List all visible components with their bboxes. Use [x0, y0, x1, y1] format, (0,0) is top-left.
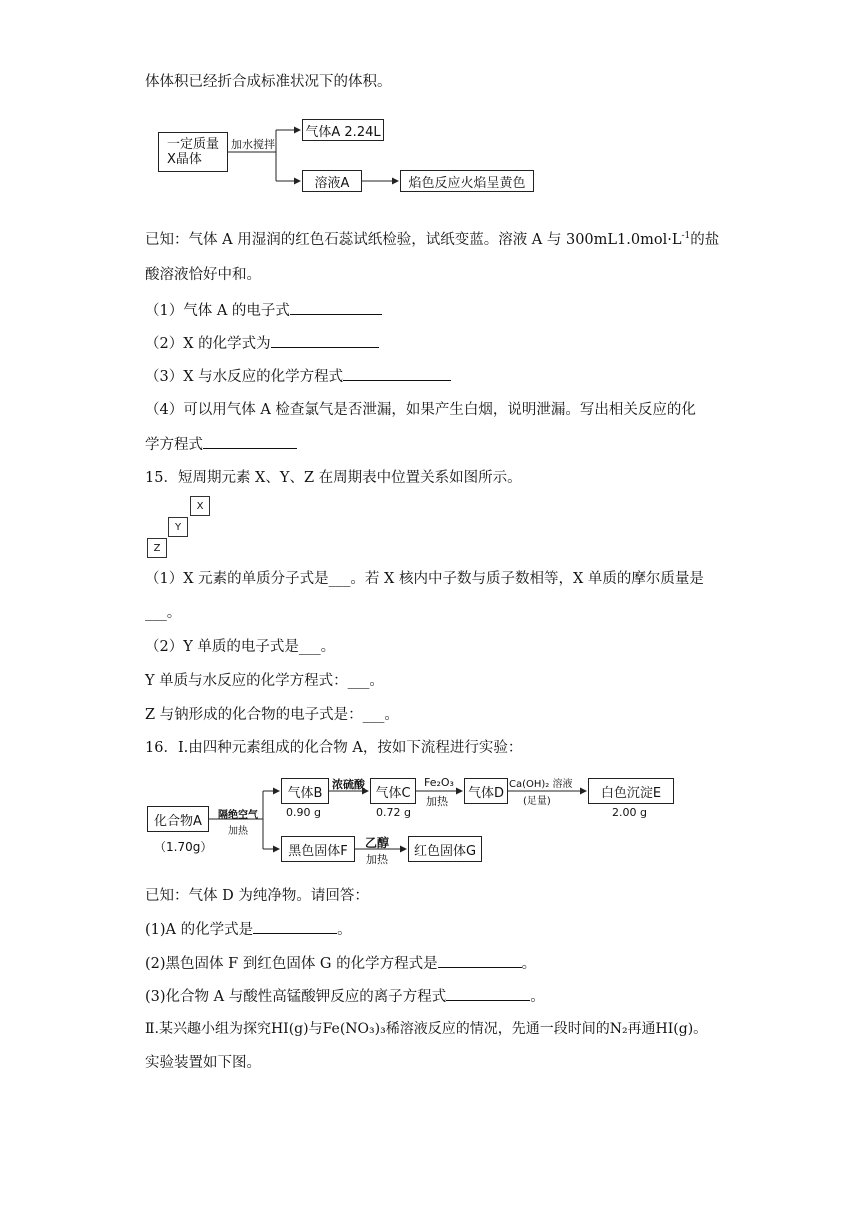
gas-d-box: 气体D: [464, 778, 508, 804]
cell-y: Y: [168, 517, 188, 537]
question-3: （3）X 与水反应的化学方程式: [145, 366, 451, 387]
problem-16-q3: (3)化合物 A 与酸性高锰酸钾反应的离子方程式 。: [145, 986, 545, 1007]
ethanol-label: 乙醇: [365, 836, 390, 850]
problem-15-q3: Y 单质与水反应的化学方程式：___。: [145, 673, 384, 689]
problem-16: 16．Ⅰ.由四种元素组成的化合物 A，按如下流程进行实验：: [145, 740, 523, 756]
answer-blank[interactable]: [446, 986, 530, 1001]
question-4-cont: 学方程式: [145, 434, 297, 455]
conc-sulfuric-acid-label: 浓硫酸: [332, 778, 365, 791]
black-solid-f-box: 黑色固体F: [281, 836, 355, 862]
x-crystal-box: 一定质量 X晶体: [158, 132, 228, 172]
cell-z: Z: [147, 538, 167, 558]
cell-x: X: [190, 496, 210, 516]
problem-15-q4: Z 与钠形成的化合物的电子式是：___。: [145, 707, 399, 723]
compound-a-mass: （1.70g）: [154, 840, 213, 854]
heat-label: 加热: [426, 795, 448, 808]
limewater-label: Ca(OH)₂ 溶液: [509, 779, 573, 790]
problem-15-q2: （2）Y 单质的电子式是___。: [145, 639, 336, 655]
answer-blank[interactable]: [438, 953, 522, 968]
compound-a-box: 化合物A: [147, 806, 209, 832]
problem-15: 15．短周期元素 X、Y、Z 在周期表中位置关系如图所示。: [145, 470, 522, 486]
text-line: 酸溶液恰好中和。: [145, 267, 261, 283]
problem-16-known: 已知：气体 D 为纯净物。请回答：: [145, 888, 369, 904]
heat-label: 加热: [366, 853, 388, 866]
excess-label: (足量): [523, 796, 551, 807]
precipitate-e-mass: 2.00 g: [612, 806, 647, 819]
isolate-air-label: 隔绝空气: [218, 810, 258, 821]
red-solid-g-box: 红色固体G: [408, 836, 482, 862]
add-water-label: 加水搅拌: [231, 138, 275, 151]
heat-label: 加热: [228, 826, 248, 837]
problem-16-q1: (1)A 的化学式是 。: [145, 919, 352, 940]
question-2: （2）X 的化学式为: [145, 333, 379, 354]
problem-15-q1: （1）X 元素的单质分子式是___。若 X 核内中子数与质子数相等，X 单质的摩尔质量是: [145, 571, 704, 587]
question-4: （4）可以用气体 A 检查氯气是否泄漏，如果产生白烟，说明泄漏。写出相关反应的化: [145, 402, 696, 418]
gas-b-mass: 0.90 g: [286, 806, 321, 819]
answer-blank[interactable]: [253, 919, 337, 934]
gas-a-box: 气体A 2.24L: [302, 119, 384, 141]
problem-16-part-ii: Ⅱ.某兴趣小组为探究HI(g)与Fe(NO₃)₃稀溶液反应的情况，先通一段时间的N₂再通HI(g)。: [145, 1021, 708, 1037]
text-line: 已知：气体 A 用湿润的红色石蕊试纸检验，试纸变蓝。溶液 A 与 $300mL1.0mol\cdot L^{-1}$的盐: [145, 231, 720, 248]
gas-c-mass: 0.72 g: [376, 806, 411, 819]
solution-a-box: 溶液A: [302, 170, 362, 192]
fe2o3-label: Fe₂O₃: [424, 776, 454, 789]
flame-test-box: 焰色反应火焰呈黄色: [400, 170, 534, 192]
gas-c-box: 气体C: [370, 778, 416, 804]
problem-16-part-ii-cont: 实验装置如下图。: [145, 1055, 261, 1071]
question-1: （1）气体 A 的电子式: [145, 300, 382, 321]
text-line: 体体积已经折合成标准状况下的体积。: [145, 74, 392, 90]
problem-16-q2: (2)黑色固体 F 到红色固体 G 的化学方程式是 。: [145, 953, 536, 974]
gas-b-box: 气体B: [281, 778, 329, 804]
precipitate-e-box: 白色沉淀E: [588, 778, 674, 804]
problem-15-q1-cont: ___。: [145, 605, 182, 621]
